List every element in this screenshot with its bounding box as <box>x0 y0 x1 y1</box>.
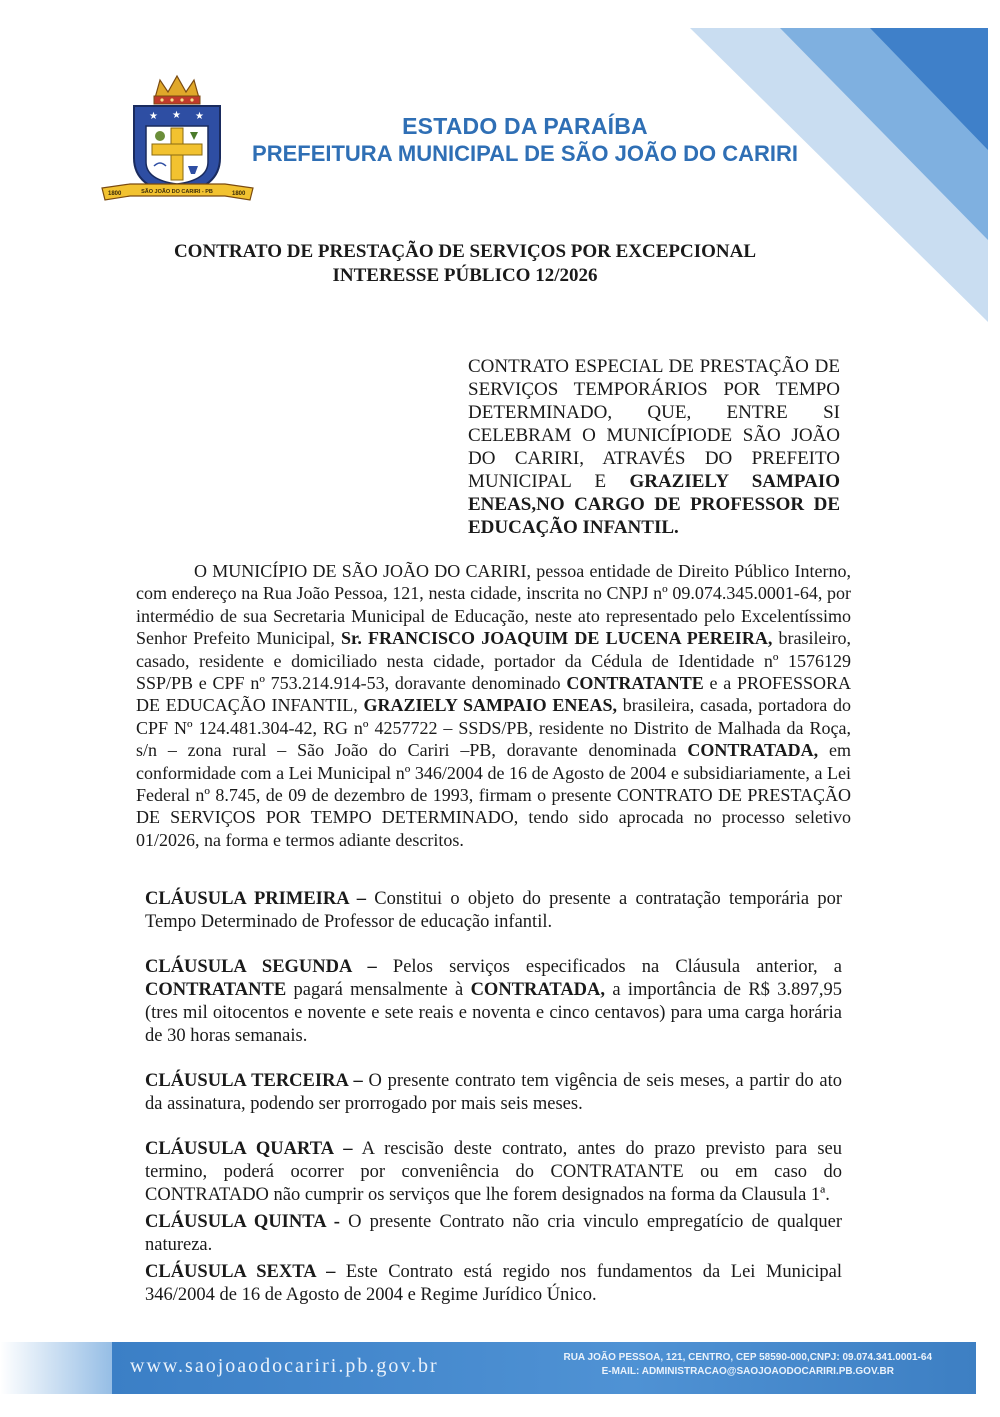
clause-bold-contratada: CONTRATADA, <box>470 980 606 1000</box>
crest-ribbon-year-left: 1800 <box>108 191 122 197</box>
preamble-paragraph <box>136 560 851 851</box>
svg-text:★: ★ <box>149 111 158 122</box>
contratada-label: CONTRATADA, <box>687 740 819 761</box>
svg-text:★: ★ <box>195 111 204 122</box>
footer-bar <box>112 1342 976 1394</box>
clause-text: a importância de R$ 3.897,95 (tres mil oitocentos e novente e sete reais e noventa e cinco centavos) para uma carga horária de 30 horas semanais. <box>145 980 842 1046</box>
contracted-name: GRAZIELY SAMPAIO ENEAS, <box>363 695 617 716</box>
title-line-2: INTERESSE PÚBLICO 12/2026 <box>332 265 598 286</box>
mayor-name: Sr. FRANCISCO JOAQUIM DE LUCENA PEREIRA, <box>341 628 773 649</box>
footer-fade <box>0 1342 112 1394</box>
clause-second <box>145 956 842 1048</box>
clause-text: pagará mensalmente à <box>286 980 471 1000</box>
clause-first <box>145 888 842 934</box>
clause-text: A rescisão deste contrato, antes do prazo previsto para seu termino, poderá ocorrer por conveniência do CONTRATANTE ou em caso do CONTRATADO não cumprir os serviços que lhe forem designados na forma da Clausula 1ª. <box>145 1139 843 1205</box>
footer-address: RUA JOÃO PESSOA, 121, CENTRO, CEP 58590-000,CNPJ: 09.074.341.0001-64 <box>563 1352 932 1363</box>
clause-third <box>145 1070 842 1116</box>
crest-ribbon-text: SÃO JOÃO DO CARIRI - PB <box>141 189 213 195</box>
municipality-name: PREFEITURA MUNICIPAL DE SÃO JOÃO DO CARIRI <box>252 141 798 166</box>
clause-text: Pelos serviços especificados na Cláusula anterior, a <box>376 957 842 977</box>
summary-text: CONTRATO ESPECIAL DE PRESTAÇÃO DE SERVIÇOS TEMPORÁRIOS POR TEMPO DETERMINADO, QUE, ENTRE SI CELEBRAM O MUNICÍPIODE SÃO JOÃO DO CARIRI, ATRAVÉS DO PREFEITO MUNICIPAL E <box>468 356 840 492</box>
clause-label: CLÁUSULA QUARTA – <box>145 1139 353 1159</box>
preamble-text-5: em conformidade com a Lei Municipal nº 346/2004 de 16 de Agosto de 2004 e subsidiariamente, a Lei Federal nº 8.745, de 09 de dezembro de 1993, firmam o presente CONTRATO DE PRESTAÇÃO DE SERVIÇOS POR TEMPO DETERMINADO, tendo sido aprocada no processo seletivo 01/2026, na forma e termos adiante descritos. <box>136 740 851 850</box>
clause-label: CLÁUSULA SEXTA – <box>145 1262 336 1282</box>
crest-ribbon-year-right: 1800 <box>232 191 246 197</box>
clause-sixth <box>145 1261 842 1307</box>
clause-fourth <box>145 1138 842 1207</box>
footer-contact <box>563 1351 932 1379</box>
clause-text: Este Contrato está regido nos fundamentos da Lei Municipal 346/2004 de 16 de Agosto de 2004 e Regime Jurídico Único. <box>145 1262 842 1305</box>
clause-text: O presente contrato tem vigência de seis meses, a partir do ato da assinatura, podendo ser prorrogado por mais seis meses. <box>145 1071 842 1114</box>
svg-text:★: ★ <box>172 110 181 121</box>
preamble-text-2: brasileiro, casado, residente e domiciliado nesta cidade, portador da Cédula de Identidade nº 1576129 SSP/PB e CPF nº 753.214.914-53, doravante denominado <box>136 628 851 694</box>
title-line-1: CONTRATO DE PRESTAÇÃO DE SERVIÇOS POR EXCEPCIONAL <box>173 241 757 262</box>
contratante-label: CONTRATANTE <box>566 673 704 694</box>
clause-label: CLÁUSULA QUINTA - <box>145 1212 340 1232</box>
contract-summary <box>468 355 840 539</box>
clause-label: CLÁUSULA PRIMEIRA – <box>145 889 367 909</box>
summary-party: GRAZIELY SAMPAIO ENEAS,NO CARGO DE PROFESSOR DE EDUCAÇÃO INFANTIL. <box>468 471 841 538</box>
municipal-crest-logo <box>100 70 255 210</box>
clause-fifth <box>145 1211 842 1257</box>
state-name: ESTADO DA PARAÍBA <box>402 113 648 139</box>
letterhead <box>245 112 805 168</box>
clause-bold-contratante: CONTRATANTE <box>145 980 287 1000</box>
clauses-section <box>145 888 842 1311</box>
clause-label: CLÁUSULA SEGUNDA – <box>145 957 377 977</box>
footer-email: E-MAIL: ADMINISTRACAO@SAOJOAODOCARIRI.PB.GOV.BR <box>601 1366 894 1377</box>
clause-text: Constitui o objeto do presente a contratação temporária por Tempo Determinado de Professor de educação infantil. <box>145 889 843 932</box>
footer-website: www.saojoaodocariri.pb.gov.br <box>130 1355 439 1377</box>
preamble-text-4: brasileira, casada, portadora do CPF Nº 124.481.304-42, RG nº 4257722 – SSDS/PB, residente no Distrito de Malhada da Roça, s/n – zona rural – São João do Cariri –PB, doravante denominada <box>136 695 851 761</box>
document-title <box>150 240 780 288</box>
preamble-text-3: e a PROFESSORA DE EDUCAÇÃO INFANTIL, <box>136 673 851 716</box>
preamble-text-1: O MUNICÍPIO DE SÃO JOÃO DO CARIRI, pessoa entidade de Direito Público Interno, com endereço na Rua João Pessoa, 121, nesta cidade, inscrita no CNPJ nº 09.074.345.0001-64, por intermédio de sua Secretaria Municipal de Educação, neste ato representado pelo Excelentíssimo Senhor Prefeito Municipal, <box>136 561 851 649</box>
clause-label: CLÁUSULA TERCEIRA – <box>145 1071 363 1091</box>
clause-text: O presente Contrato não cria vinculo empregatício de qualquer natureza. <box>145 1212 842 1255</box>
